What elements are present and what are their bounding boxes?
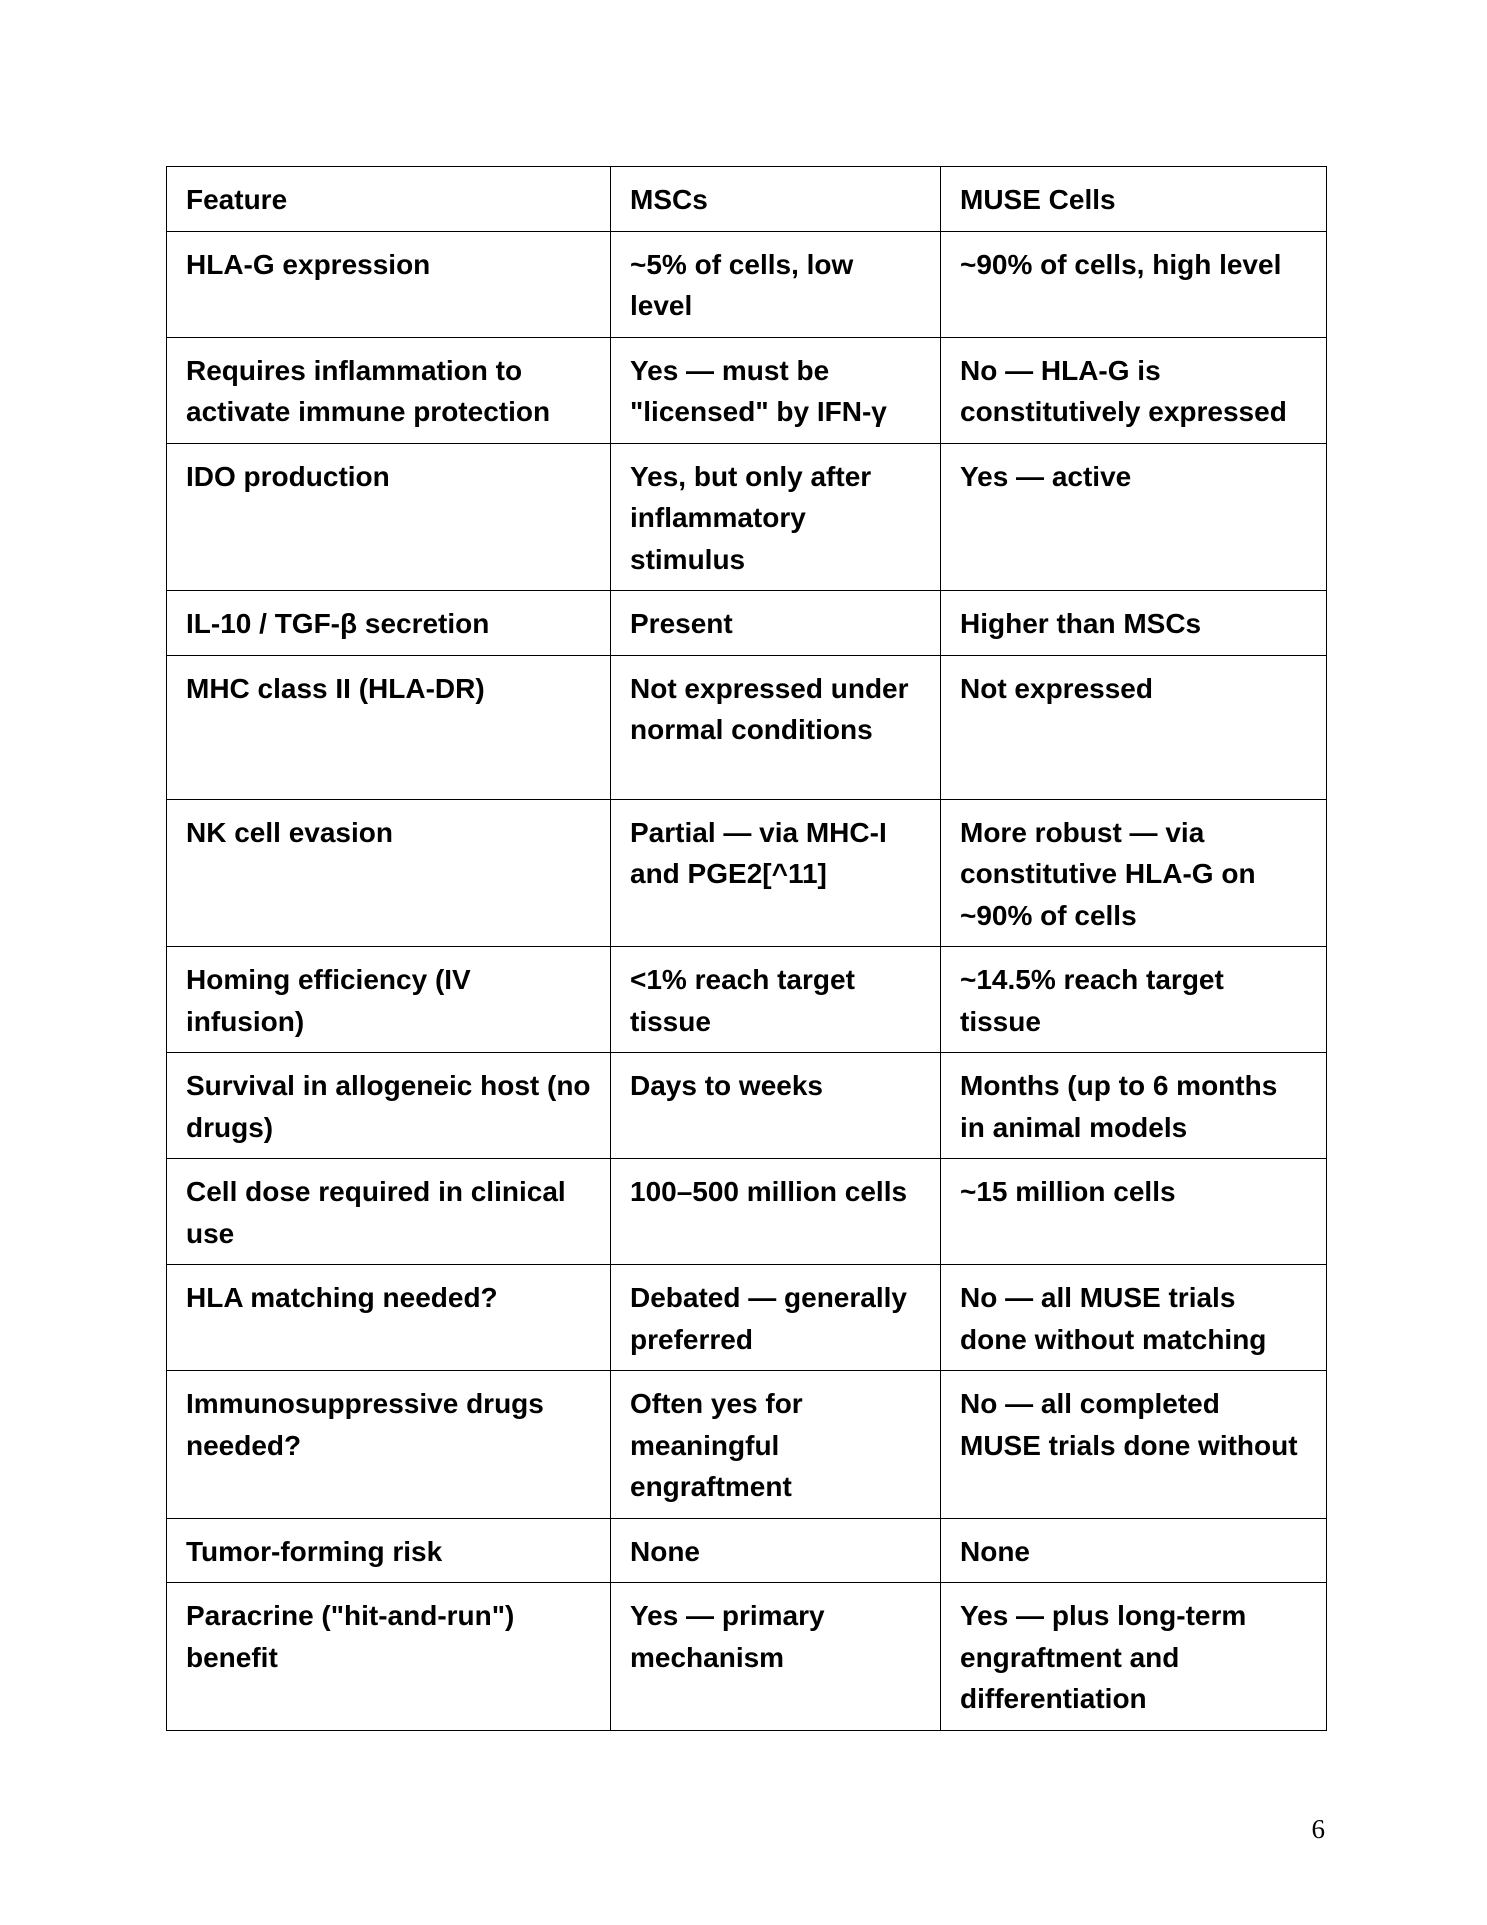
comparison-table (166, 166, 1327, 1731)
table-row (167, 1159, 1327, 1265)
table-row (167, 1518, 1327, 1583)
table-row (167, 231, 1327, 337)
feature-cell: Paracrine ("hit-and-run") benefit (167, 1583, 611, 1731)
table-row (167, 337, 1327, 443)
feature-cell: Homing efficiency (IV infusion) (167, 947, 611, 1053)
mscs-cell: Often yes for meaningful engraftment (611, 1371, 941, 1519)
feature-cell: Requires inflammation to activate immune protection (167, 337, 611, 443)
table-header-row (167, 167, 1327, 232)
muse-cell: ~14.5% reach target tissue (941, 947, 1327, 1053)
mscs-cell: Debated — generally preferred (611, 1265, 941, 1371)
header-cell-feature: Feature (167, 167, 611, 232)
feature-cell: HLA-G expression (167, 231, 611, 337)
page-number: 6 (1311, 1814, 1325, 1844)
table-row (167, 1583, 1327, 1731)
muse-cell: More robust — via constitutive HLA-G on ~90% of cells (941, 799, 1327, 947)
muse-cell: Months (up to 6 months in animal models (941, 1053, 1327, 1159)
table-row (167, 1371, 1327, 1519)
header-cell-mscs: MSCs (611, 167, 941, 232)
mscs-cell: Yes — primary mechanism (611, 1583, 941, 1731)
feature-cell: Tumor-forming risk (167, 1518, 611, 1583)
table-row (167, 947, 1327, 1053)
header-cell-muse-cells: MUSE Cells (941, 167, 1327, 232)
feature-cell: IDO production (167, 443, 611, 591)
feature-cell: IL-10 / TGF-β secretion (167, 591, 611, 656)
muse-cell: ~90% of cells, high level (941, 231, 1327, 337)
mscs-cell: <1% reach target tissue (611, 947, 941, 1053)
table-row (167, 591, 1327, 656)
table-row (167, 1265, 1327, 1371)
muse-cell: Not expressed (941, 655, 1327, 799)
muse-cell: None (941, 1518, 1327, 1583)
muse-cell: Yes — plus long-term engraftment and differentiation (941, 1583, 1327, 1731)
mscs-cell: Days to weeks (611, 1053, 941, 1159)
mscs-cell: Yes — must be "licensed" by IFN-γ (611, 337, 941, 443)
table-row (167, 443, 1327, 591)
feature-cell: Immunosuppressive drugs needed? (167, 1371, 611, 1519)
table-row (167, 655, 1327, 799)
muse-cell: No — all completed MUSE trials done without (941, 1371, 1327, 1519)
mscs-cell: ~5% of cells, low level (611, 231, 941, 337)
feature-cell: Cell dose required in clinical use (167, 1159, 611, 1265)
muse-cell: No — HLA-G is constitutively expressed (941, 337, 1327, 443)
mscs-cell: None (611, 1518, 941, 1583)
mscs-cell: Yes, but only after inflammatory stimulus (611, 443, 941, 591)
feature-cell: Survival in allogeneic host (no drugs) (167, 1053, 611, 1159)
mscs-cell: Not expressed under normal conditions (611, 655, 941, 799)
feature-cell: MHC class II (HLA-DR) (167, 655, 611, 799)
feature-cell: NK cell evasion (167, 799, 611, 947)
mscs-cell: 100–500 million cells (611, 1159, 941, 1265)
mscs-cell: Partial — via MHC-I and PGE2[^11] (611, 799, 941, 947)
feature-cell: HLA matching needed? (167, 1265, 611, 1371)
muse-cell: No — all MUSE trials done without matching (941, 1265, 1327, 1371)
muse-cell: Higher than MSCs (941, 591, 1327, 656)
muse-cell: Yes — active (941, 443, 1327, 591)
table-row (167, 1053, 1327, 1159)
muse-cell: ~15 million cells (941, 1159, 1327, 1265)
table-row (167, 799, 1327, 947)
mscs-cell: Present (611, 591, 941, 656)
